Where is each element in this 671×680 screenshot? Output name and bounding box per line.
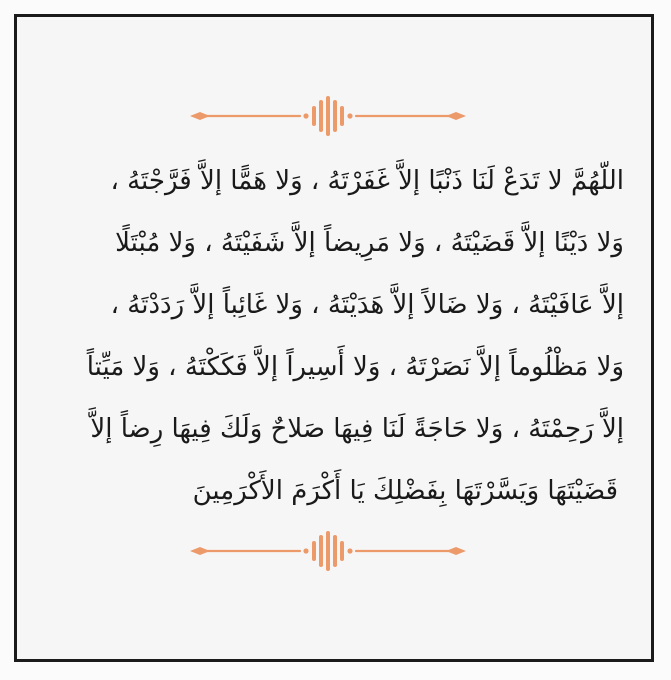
- top-ornament-icon: [188, 96, 468, 136]
- dua-line-4: وَلا مَظْلُوماً إلاَّ نَصَرْتَهُ ، وَلا أَسِيراً إلاَّ فَكَكْتَهُ ، وَلا مَيِّتاً: [86, 352, 624, 382]
- dua-line-6: قَضَيْتَهَا وَيَسَّرْتَهَا بِفَضْلِكَ يَا أَكْرَمَ الأَكْرَمِينَ: [192, 476, 618, 506]
- dua-line-2: وَلا دَيْنًا إلاَّ قَضَيْتَهُ ، وَلا مَرِيضاً إلاَّ شَفَيْتَهُ ، وَلا مُبْتَلًا: [115, 228, 624, 258]
- dua-line-5: إلاَّ رَحِمْتَهُ ، وَلا حَاجَةً لَنَا فِيهَا صَلاحٌ وَلَكَ فِيهَا رِضاً إلاَّ: [90, 414, 624, 444]
- dua-text: [40, 150, 624, 525]
- bottom-ornament-icon: [188, 531, 468, 571]
- dua-line-3: إلاَّ عَافَيْتَهُ ، وَلا ضَالاً إلاَّ هَدَيْتَهُ ، وَلا غَائِباً إلاَّ رَدَدْتَهُ ،: [110, 290, 624, 320]
- dua-line-1: اللّهُمَّ لا تَدَعْ لَنَا ذَنْبًا إلاَّ غَفَرْتَهُ ، وَلا هَمًّا إلاَّ فَرَّجْتَهُ ،: [110, 166, 624, 196]
